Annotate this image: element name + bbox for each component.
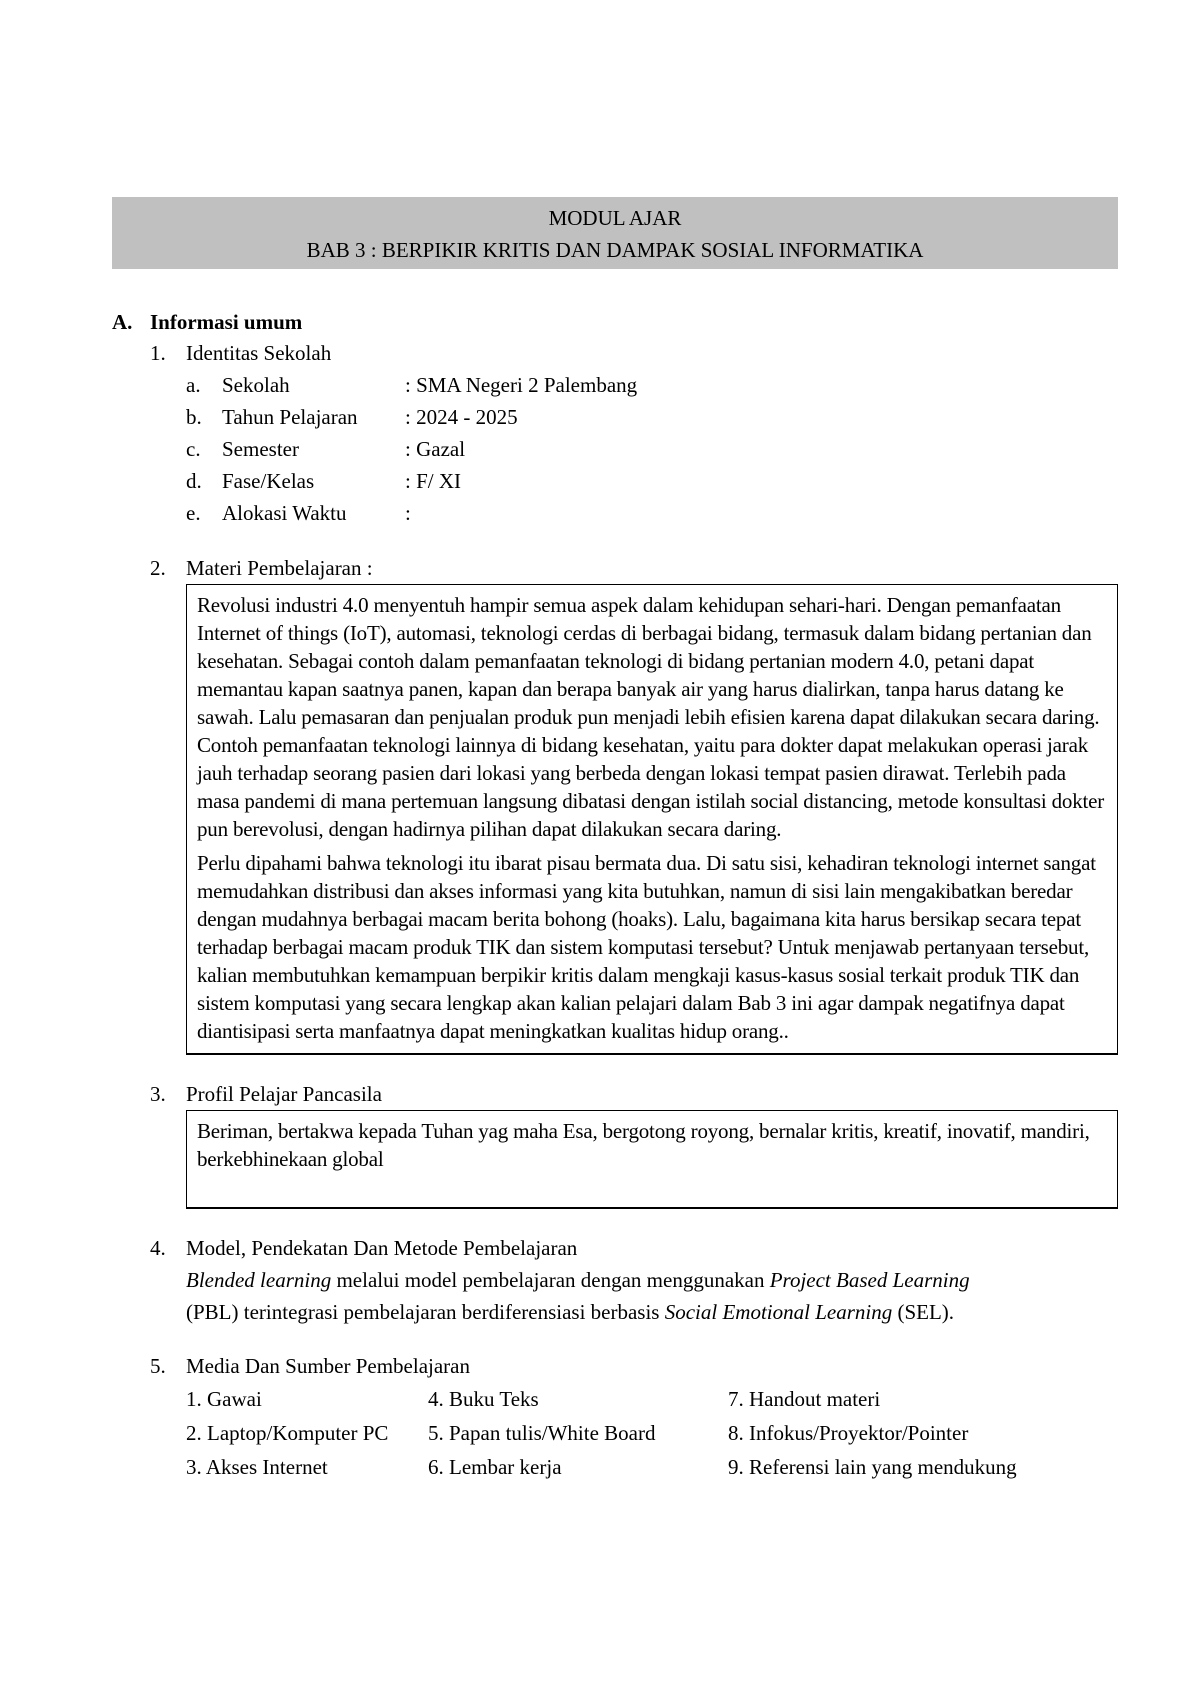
materi-paragraph: Perlu dipahami bahwa teknologi itu ibarat pisau bermata dua. Di satu sisi, kehadiran teknologi internet sangat memudahkan distribusi dan akses informasi yang kita butuhkan, namun di sisi lain mengakibatkan beredar dengan mudahnya berbagai macam berita bohong (hoaks). Lalu, bagaimana kita harus bersikap secara tepat terhadap berbagai macam produk TIK dan sistem komputasi tersebut? Untuk menjawab pertanyaan tersebut, kalian membutuhkan kemampuan berpikir kritis dalam mengkaji kasus-kasus sosial terkait produk TIK dan sistem komputasi yang secara lengkap akan kalian pelajari dalam Bab 3 ini agar dampak negatifnya dapat diantisipasi serta manfaatnya dapat meningkatkan kualitas hidup orang.. xyxy=(197,851,1096,1043)
item-number: 2. xyxy=(150,556,166,580)
model-term: Blended learning xyxy=(186,1268,332,1292)
materi-box xyxy=(186,584,1118,1055)
row-label: Sekolah xyxy=(222,373,290,397)
identitas-list xyxy=(112,369,1118,529)
row-label: Tahun Pelajaran xyxy=(222,405,358,429)
media-item: 6. Lembar kerja xyxy=(428,1455,562,1479)
media-item: 7. Handout materi xyxy=(728,1387,881,1411)
media-item: 1. Gawai xyxy=(186,1387,262,1411)
materi-paragraph: Revolusi industri 4.0 menyentuh hampir semua aspek dalam kehidupan sehari-hari. Dengan pemanfaatan Internet of things (IoT), automasi, teknologi cerdas di berbagai bidang, termasuk dalam bidang pertanian dan kesehatan. Sebagai contoh dalam pemanfaatan teknologi di bidang pertanian modern 4.0, petani dapat memantau kapan saatnya panen, kapan dan berapa banyak air yang harus dialirkan, tanpa harus datang ke sawah. Lalu pemasaran dan penjualan produk pun menjadi lebih efisien karena dapat dilakukan secara daring. Contoh pemanfaatan teknologi lainnya di bidang kesehatan, yaitu para dokter dapat melakukan operasi jarak jauh terhadap seorang pasien dari lokasi yang berbeda dengan lokasi tempat pasien dirawat. Terlebih pada masa pandemi di mana pertemuan langsung dibatasi dengan istilah social distancing, metode konsultasi dokter pun berevolusi, dengan hadirnya pilihan dapat dilakukan secara daring. xyxy=(197,593,1105,841)
model-text: (PBL) terintegrasi pembelajaran berdiferensiasi berbasis xyxy=(186,1300,665,1324)
identitas-row xyxy=(186,433,1118,465)
item-media xyxy=(112,1350,1118,1382)
row-letter: d. xyxy=(186,469,202,493)
identitas-row xyxy=(186,401,1118,433)
row-letter: a. xyxy=(186,373,201,397)
row-label: Alokasi Waktu xyxy=(222,501,347,525)
item-title: Media Dan Sumber Pembelajaran xyxy=(186,1354,470,1378)
header-band xyxy=(112,197,1118,269)
item-identitas xyxy=(112,337,1118,369)
identitas-row xyxy=(186,465,1118,497)
item-number: 1. xyxy=(150,341,166,365)
row-value: : xyxy=(405,501,411,525)
media-list xyxy=(186,1382,1118,1484)
item-title: Model, Pendekatan Dan Metode Pembelajaran xyxy=(186,1236,578,1260)
row-value: : Gazal xyxy=(405,437,466,461)
section-a-heading xyxy=(112,307,1118,337)
document-title: MODUL AJAR xyxy=(548,206,682,230)
section-title: Informasi umum xyxy=(150,310,303,334)
media-item: 4. Buku Teks xyxy=(428,1387,539,1411)
row-value: : F/ XI xyxy=(405,469,462,493)
model-text: (SEL). xyxy=(892,1300,955,1324)
model-term: Project Based Learning xyxy=(769,1268,970,1292)
profil-text: Beriman, bertakwa kepada Tuhan yag maha Esa, bergotong royong, bernalar kritis, kreatif, inovatif, mandiri, berkebhinekaan global xyxy=(197,1119,1090,1171)
media-item: 2. Laptop/Komputer PC xyxy=(186,1421,389,1445)
item-number: 5. xyxy=(150,1354,166,1378)
model-description-line-1 xyxy=(186,1264,1118,1296)
identitas-row xyxy=(186,497,1118,529)
model-text: melalui model pembelajaran dengan menggunakan xyxy=(331,1268,770,1292)
media-item: 9. Referensi lain yang mendukung xyxy=(728,1455,1017,1479)
item-materi xyxy=(112,552,1118,584)
item-title: Materi Pembelajaran : xyxy=(186,556,373,580)
item-model xyxy=(112,1232,1118,1328)
model-description-line-2 xyxy=(186,1296,1118,1328)
row-value: : SMA Negeri 2 Palembang xyxy=(405,373,638,397)
media-item: 5. Papan tulis/White Board xyxy=(428,1421,656,1445)
row-letter: b. xyxy=(186,405,202,429)
item-number: 4. xyxy=(150,1236,166,1260)
item-title: Identitas Sekolah xyxy=(186,341,332,365)
chapter-title: BAB 3 : BERPIKIR KRITIS DAN DAMPAK SOSIAL INFORMATIKA xyxy=(306,238,924,262)
item-profil xyxy=(112,1078,1118,1110)
row-label: Fase/Kelas xyxy=(222,469,315,493)
media-item: 3. Akses Internet xyxy=(186,1455,328,1479)
profil-box xyxy=(186,1110,1118,1209)
model-term: Social Emotional Learning xyxy=(664,1300,893,1324)
row-letter: c. xyxy=(186,437,201,461)
row-label: Semester xyxy=(222,437,299,461)
row-value: : 2024 - 2025 xyxy=(405,405,518,429)
item-title: Profil Pelajar Pancasila xyxy=(186,1082,382,1106)
media-item: 8. Infokus/Proyektor/Pointer xyxy=(728,1421,969,1445)
item-number: 3. xyxy=(150,1082,166,1106)
row-letter: e. xyxy=(186,501,201,525)
identitas-row xyxy=(186,369,1118,401)
document-page xyxy=(112,197,1118,1484)
section-letter: A. xyxy=(112,310,133,334)
